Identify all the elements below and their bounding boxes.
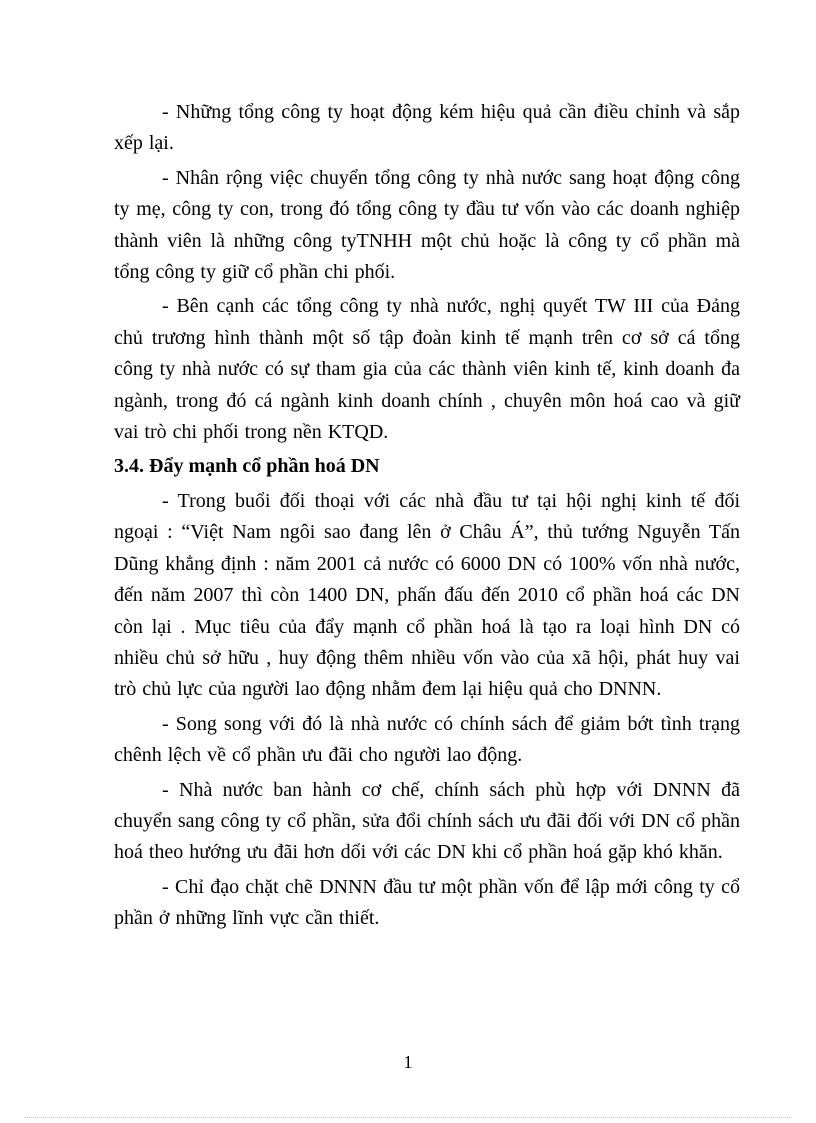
page-bottom-divider <box>24 1117 792 1118</box>
paragraph: - Nhà nước ban hành cơ chế, chính sách phù hợp với DNNN đã chuyển sang công ty cổ phần, sửa đổi chính sách ưu đãi đối với DN cổ phần hoá theo hướng ưu đãi hơn dối với các DN khi cổ phần hoá gặp khó khăn. <box>114 778 740 864</box>
paragraph: - Song song với đó là nhà nước có chính sách để giảm bớt tình trạng chênh lệch về cổ phần ưu đãi cho người lao động. <box>114 712 740 767</box>
page-number: 1 <box>403 1052 413 1072</box>
paragraph: - Chỉ đạo chặt chẽ DNNN đầu tư một phần vốn để lập mới công ty cổ phần ở những lĩnh vực cần thiết. <box>114 875 740 930</box>
section-heading: 3.4. Đẩy mạnh cổ phần hoá DN <box>114 455 380 478</box>
paragraph: - Những tổng công ty hoạt động kém hiệu quả cần điều chỉnh và sắp xếp lại. <box>114 101 740 155</box>
paragraph: - Nhân rộng việc chuyển tổng công ty nhà nước sang hoạt động công ty mẹ, công ty con, trong đó tổng công ty đầu tư vốn vào các doanh nghiệp thành viên là những công tyTNHH một chủ hoặc là công ty cổ phần mà tổng công ty giữ cổ phần chi phối. <box>114 166 740 284</box>
paragraph: - Bên cạnh các tổng công ty nhà nước, nghị quyết TW III của Đảng chủ trương hình thành một số tập đoàn kinh tế mạnh trên cơ sở cá tổng công ty nhà nước có sự tham gia của các thành viên kinh tế, kinh doanh đa ngành, trong đó cá ngành kinh doanh chính , chuyên môn hoá cao và giữ vai trò chi phối trong nền KTQD. <box>114 295 740 444</box>
paragraph: - Trong buổi đối thoại với các nhà đầu tư tại hội nghị kinh tế đối ngoại : “Việt Nam ngôi sao đang lên ở Châu Á”, thủ tướng Nguyễn Tấn Dũng khẳng định : năm 2001 cả nước có 6000 DN có 100% vốn nhà nước, đến năm 2007 thì còn 1400 DN, phấn đấu đến 2010 cổ phần hoá các DN còn lại . Mục tiêu của đẩy mạnh cổ phần hoá là tạo ra loại hình DN có nhiều chủ sở hữu , huy động thêm nhiều vốn vào của xã hội, phát huy vai trò chủ lực của người lao động nhằm đem lại hiệu quả cho DNNN. <box>114 489 740 701</box>
document-body <box>114 97 740 938</box>
